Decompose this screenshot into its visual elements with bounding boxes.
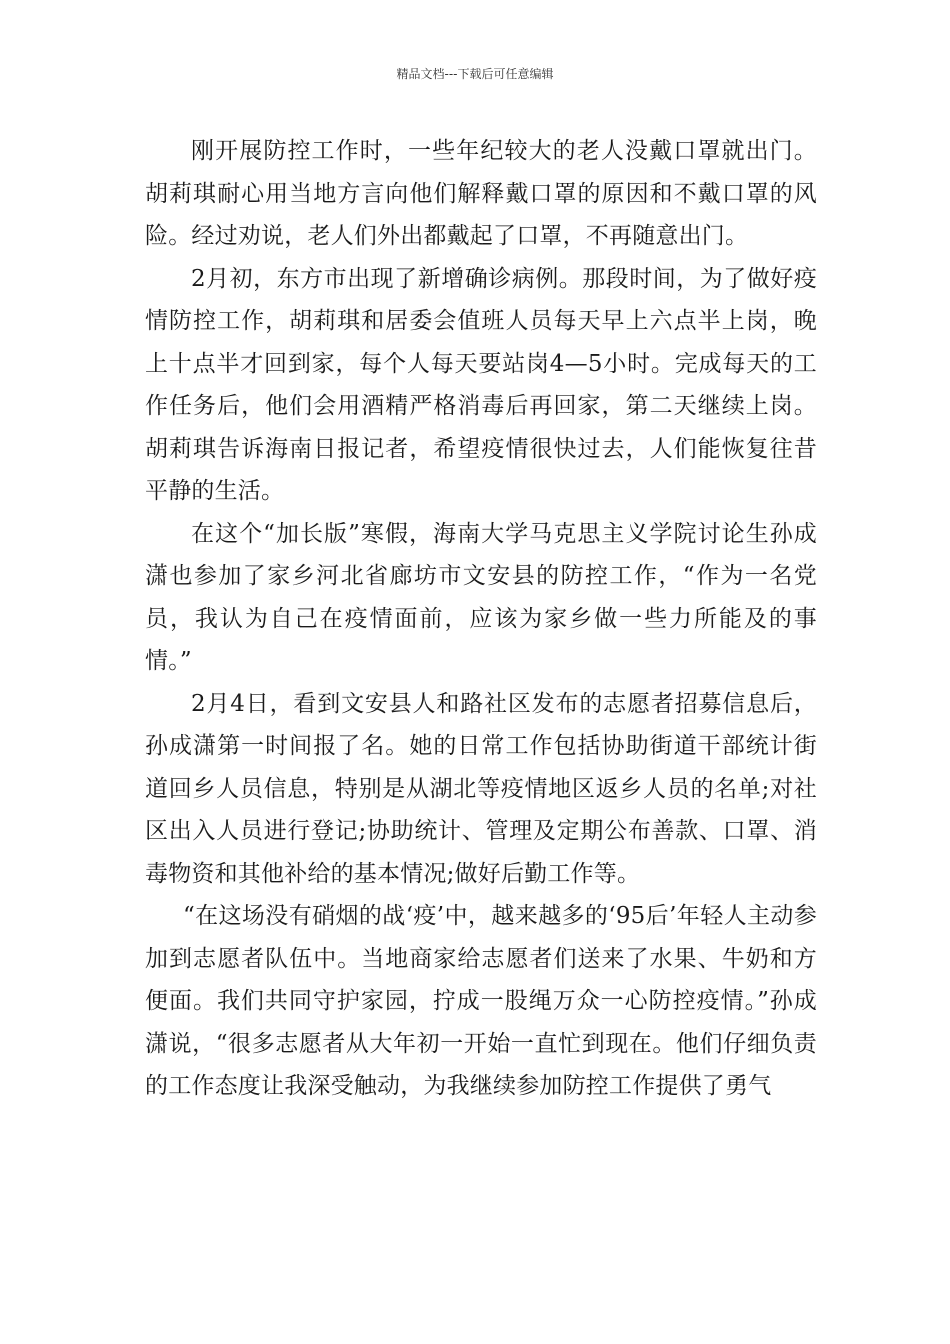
paragraph: 2月4日，看到文安县人和路社区发布的志愿者招募信息后，孙成潇第一时间报了名。她的日常工作包括协助街道干部统计街道回乡人员信息，特别是从湖北等疫情地区返乡人员的名单;对社区出入人员进行登记;协助统计、管理及定期公布善款、口罩、消毒物资和其他补给的基本情况;做好后勤工作等。 [145, 690, 817, 887]
document-body [145, 130, 817, 1108]
paragraph: 2月初，东方市出现了新增确诊病例。那段时间，为了做好疫情防控工作，胡莉琪和居委会值班人员每天早上六点半上岗，晚上十点半才回到家，每个人每天要站岗4—5小时。完成每天的工作任务后，他们会用酒精严格消毒后再回家，第二天继续上岗。胡莉琪告诉海南日报记者，希望疫情很快过去，人们能恢复往昔平静的生活。 [145, 265, 817, 504]
page-header: 精品文档---下载后可任意编辑 [396, 67, 554, 81]
paragraph: 刚开展防控工作时，一些年纪较大的老人没戴口罩就出门。胡莉琪耐心用当地方言向他们解释戴口罩的原因和不戴口罩的风险。经过劝说，老人们外出都戴起了口罩，不再随意出门。 [145, 138, 817, 249]
paragraph: “在这场没有硝烟的战‘疫’中，越来越多的‘95后’年轻人主动参加到志愿者队伍中。当地商家给志愿者们送来了水果、牛奶和方便面。我们共同守护家园，拧成一股绳万众一心防控疫情。”孙成潇说，“很多志愿者从大年初一开始一直忙到现在。他们仔细负责的工作态度让我深受触动，为我继续参加防控工作提供了勇气 [145, 903, 817, 1099]
paragraph: 在这个“加长版”寒假，海南大学马克思主义学院讨论生孙成潇也参加了家乡河北省廊坊市文安县的防控工作，“作为一名党员，我认为自己在疫情面前，应该为家乡做一些力所能及的事情。” [145, 520, 817, 674]
